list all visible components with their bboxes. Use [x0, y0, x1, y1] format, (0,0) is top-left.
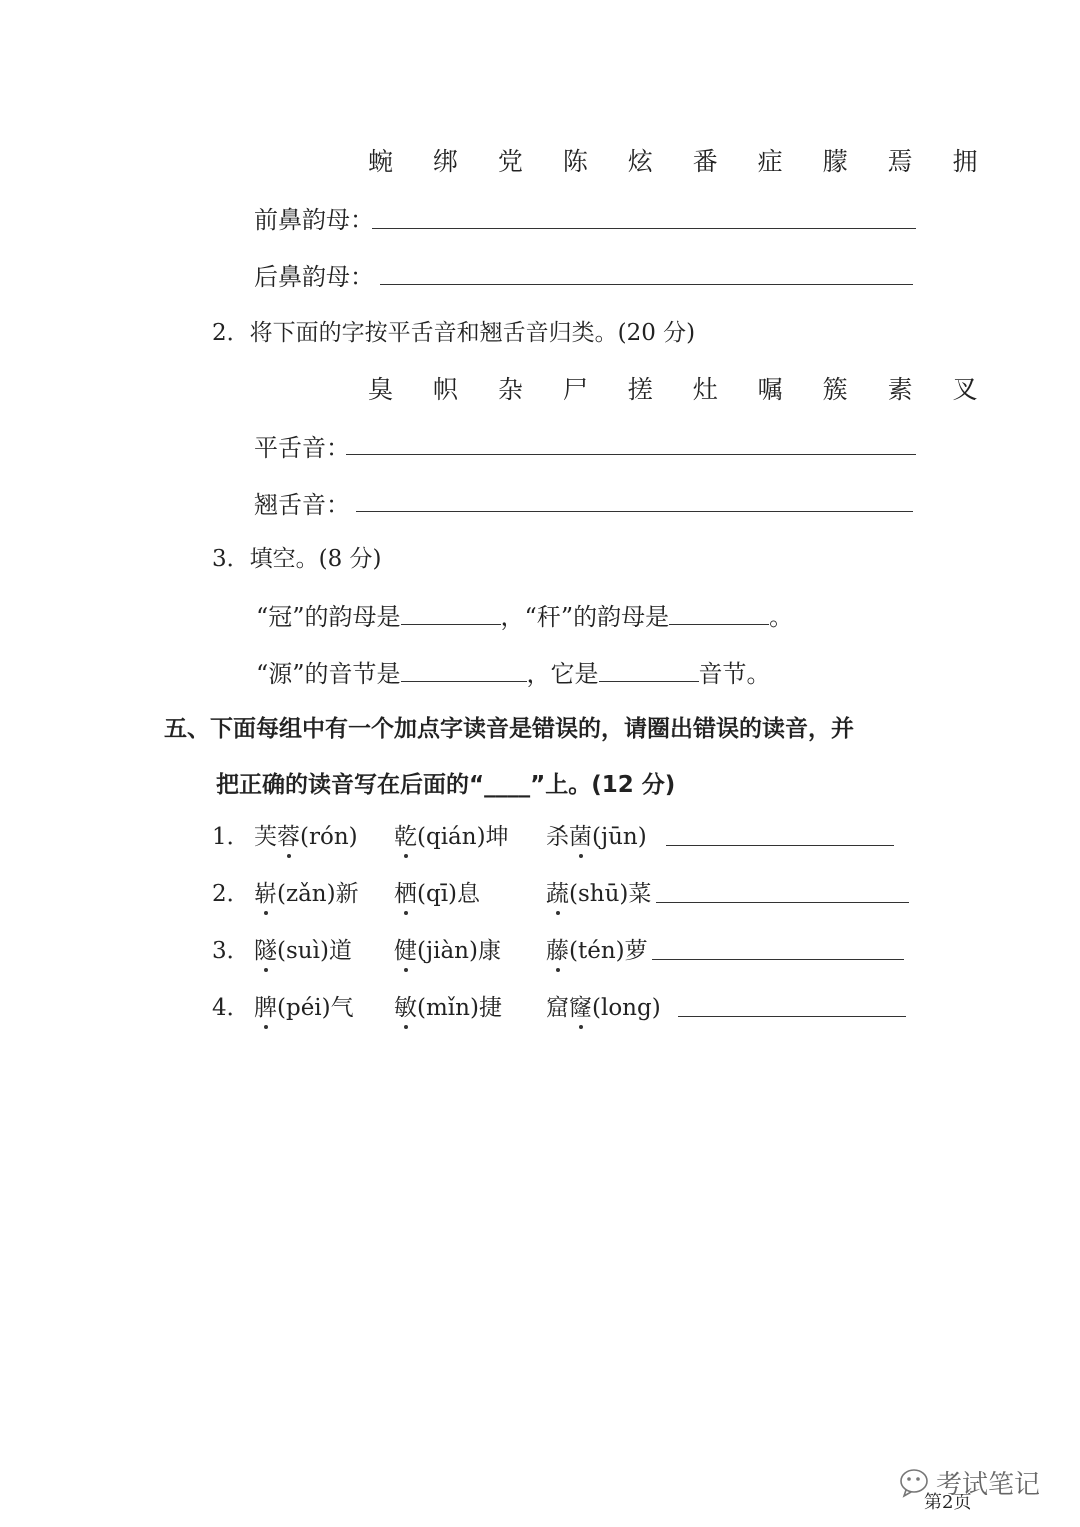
page-number: 第2页	[924, 1492, 972, 1513]
answer-line[interactable]	[652, 959, 904, 960]
fill-blank-1-text-c: 。	[769, 603, 794, 631]
dotted-char[interactable]: 蓉	[277, 818, 300, 851]
word-text: 芙	[254, 824, 277, 850]
word-b	[394, 875, 480, 908]
pinyin[interactable]: (mǐn)	[417, 995, 479, 1021]
dotted-char[interactable]: 乾	[394, 818, 417, 851]
dotted-char[interactable]: 菌	[569, 818, 592, 851]
word-text: 萝	[624, 938, 648, 964]
word-text: 坤	[485, 824, 509, 850]
back-nasal-answer-line[interactable]	[380, 284, 913, 285]
pinyin[interactable]: (zǎn)	[277, 881, 336, 907]
pinyin[interactable]: (péi)	[277, 995, 331, 1021]
item-number: 1．	[212, 824, 250, 850]
word-text: 道	[328, 938, 352, 964]
dotted-char[interactable]: 崭	[254, 875, 277, 908]
dotted-char[interactable]: 栖	[394, 875, 417, 908]
word-text: 气	[330, 995, 354, 1021]
pinyin[interactable]: (long)	[592, 995, 661, 1021]
word-a	[254, 989, 354, 1022]
answer-line[interactable]	[656, 902, 909, 903]
question-3: 3．填空。(8 分)	[212, 546, 382, 572]
pinyin[interactable]: (jiàn)	[417, 938, 478, 964]
fill-blank-2-text-b: ，它是	[526, 660, 599, 688]
blank-yuan-syllable[interactable]	[401, 661, 527, 682]
dotted-char[interactable]: 脾	[254, 989, 277, 1022]
dotted-char[interactable]: 隧	[254, 932, 277, 965]
word-c	[546, 989, 661, 1022]
dotted-char[interactable]: 藤	[546, 932, 569, 965]
word-b	[394, 932, 501, 965]
word-a	[254, 932, 352, 965]
word-c	[546, 875, 651, 908]
item-number: 4．	[212, 995, 250, 1021]
front-nasal-answer-line[interactable]	[372, 228, 916, 229]
word-text: 息	[457, 881, 481, 907]
dotted-char[interactable]: 蔬	[546, 875, 569, 908]
item-number: 3．	[212, 938, 250, 964]
section-5-heading-line-2: 把正确的读音写在后面的“____”上。(12 分)	[216, 772, 676, 798]
word-text: 窟	[546, 995, 569, 1021]
word-text: 菜	[628, 881, 652, 907]
curled-tongue-answer-line[interactable]	[356, 511, 913, 512]
word-c	[546, 818, 647, 851]
blank-gan-final[interactable]	[669, 604, 769, 625]
item-number: 2．	[212, 881, 250, 907]
fill-blank-2-text-a: “源”的音节是	[256, 660, 401, 688]
word-a	[254, 875, 359, 908]
dotted-char[interactable]: 窿	[569, 989, 592, 1022]
curled-tongue-label: 翘舌音：	[254, 491, 350, 519]
front-nasal-label: 前鼻韵母：	[254, 206, 374, 234]
back-nasal-label: 后鼻韵母：	[254, 263, 374, 291]
word-b	[394, 818, 509, 851]
pinyin[interactable]: (jūn)	[592, 824, 647, 850]
fill-blank-1-text-a: “冠”的韵母是	[256, 603, 401, 631]
word-text: 新	[335, 881, 359, 907]
pinyin[interactable]: (suì)	[277, 938, 329, 964]
flat-tongue-label: 平舌音：	[254, 434, 350, 462]
pinyin[interactable]: (qián)	[417, 824, 486, 850]
flat-tongue-answer-line[interactable]	[346, 454, 916, 455]
word-text: 杀	[546, 824, 569, 850]
fill-blank-1-text-b: ，“秆”的韵母是	[500, 603, 670, 631]
watermark-text: 考试笔记	[936, 1470, 1041, 1500]
word-text: 康	[477, 938, 501, 964]
pinyin[interactable]: (rón)	[300, 824, 358, 850]
section-5-heading-line-1: 五、下面每组中有一个加点字读音是错误的，请圈出错误的读音，并	[164, 716, 854, 742]
blank-syllable-type[interactable]	[599, 661, 699, 682]
question-2: 2．将下面的字按平舌音和翘舌音归类。(20 分)	[212, 320, 696, 346]
pinyin[interactable]: (shū)	[569, 881, 629, 907]
fill-blank-2-text-c: 音节。	[698, 660, 771, 688]
answer-line[interactable]	[666, 845, 894, 846]
dotted-char[interactable]: 敏	[394, 989, 417, 1022]
character-set-1: 蜿 绑 党 陈 炫 番 症 朦 焉 拥	[368, 147, 994, 176]
answer-line[interactable]	[678, 1016, 906, 1017]
word-c	[546, 932, 648, 965]
fill-blank-line-2	[256, 654, 771, 689]
character-set-2: 臭 帜 杂 尸 搓 灶 嘱 簇 素 叉	[368, 375, 994, 404]
word-b	[394, 989, 502, 1022]
word-a	[254, 818, 358, 851]
word-text: 捷	[478, 995, 502, 1021]
dotted-char[interactable]: 健	[394, 932, 417, 965]
pinyin[interactable]: (qī)	[417, 881, 458, 907]
pinyin[interactable]: (tén)	[569, 938, 625, 964]
blank-guan-final[interactable]	[401, 604, 501, 625]
fill-blank-line-1	[256, 597, 793, 632]
